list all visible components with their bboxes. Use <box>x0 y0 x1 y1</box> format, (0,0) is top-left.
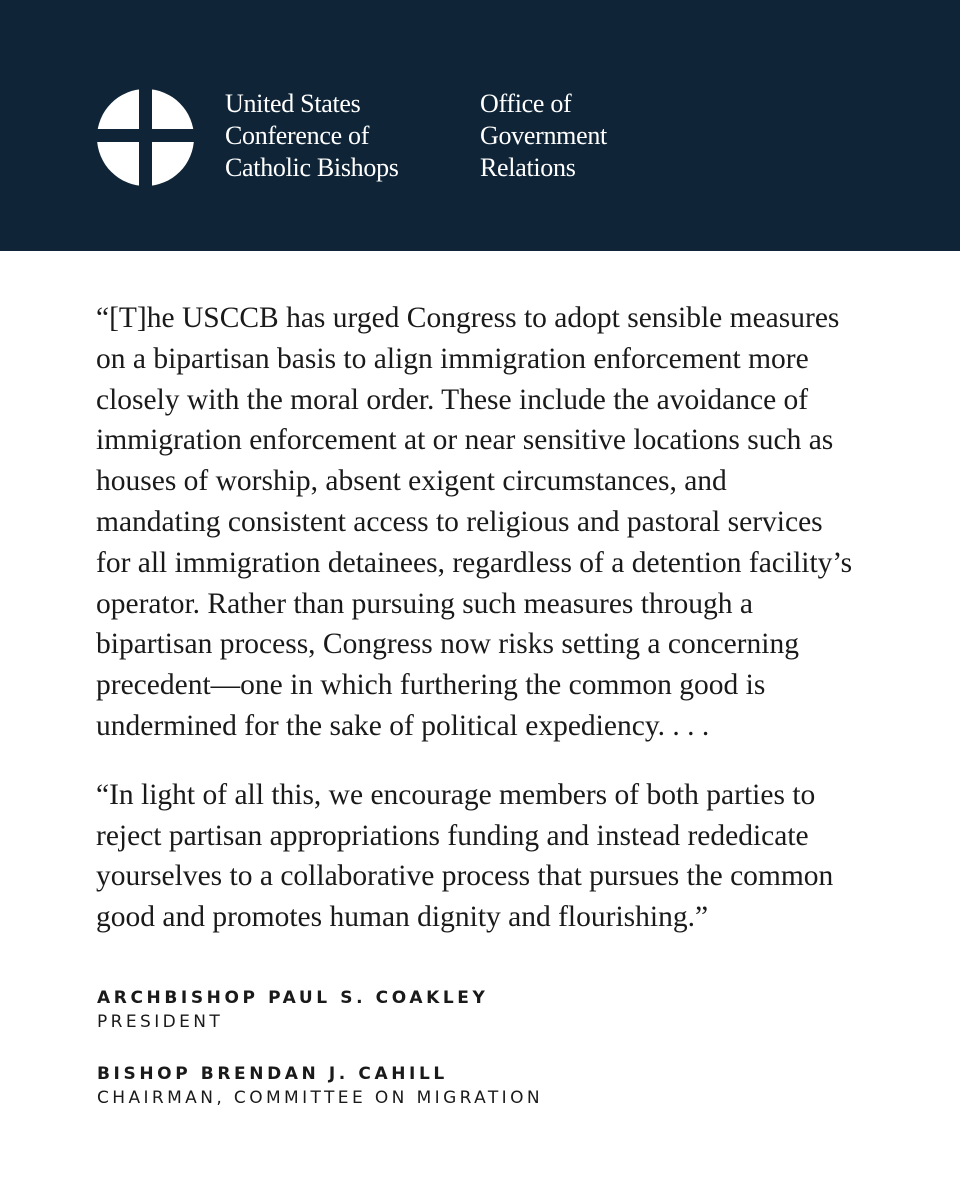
org-name-line: Catholic Bishops <box>225 153 399 182</box>
header-banner <box>0 0 960 251</box>
quote-paragraph-2 <box>96 775 886 938</box>
quote-line: for all immigration detainees, regardless of a detention facility’s <box>96 546 853 579</box>
quote-line: “[T]he USCCB has urged Congress to adopt sensible measures <box>96 302 840 334</box>
quote-line: good and promotes human dignity and flourishing.” <box>96 901 709 934</box>
quote-line: houses of worship, absent exigent circumstances, and <box>96 465 727 498</box>
quote-paragraph-1 <box>96 298 886 747</box>
office-name <box>480 88 607 184</box>
quote-line: mandating consistent access to religious and pastoral services <box>96 505 823 538</box>
office-name-line: Government <box>480 121 607 150</box>
signer-name: BISHOP BRENDAN J. CAHILL <box>97 1064 448 1084</box>
quote-line: operator. Rather than pursuing such measures through a <box>96 587 754 620</box>
signer-block <box>97 1062 543 1110</box>
quote-line: undermined for the sake of political expediency. . . . <box>96 709 710 742</box>
statement-quote <box>96 298 886 938</box>
quote-line: reject partisan appropriations funding and instead rededicate <box>96 819 809 852</box>
quote-line: immigration enforcement at or near sensitive locations such as <box>96 424 834 457</box>
quote-line: yourselves to a collaborative process that pursues the common <box>96 860 834 893</box>
quote-line: bipartisan process, Congress now risks setting a concerning <box>96 628 799 661</box>
quote-line: “In light of all this, we encourage members of both parties to <box>96 778 816 811</box>
signer-title: PRESIDENT <box>97 1012 224 1032</box>
office-name-line: Office of <box>480 89 572 118</box>
quote-line: closely with the moral order. These include the avoidance of <box>96 383 809 416</box>
organization-name <box>225 88 399 184</box>
signer-title: CHAIRMAN, COMMITTEE ON MIGRATION <box>97 1088 543 1108</box>
signers-list <box>97 986 543 1138</box>
org-name-line: Conference of <box>225 121 370 150</box>
signer-block <box>97 986 543 1034</box>
office-name-line: Relations <box>480 153 576 182</box>
quote-line: precedent—one in which furthering the common good is <box>96 669 766 702</box>
org-name-line: United States <box>225 89 361 118</box>
signer-name: ARCHBISHOP PAUL S. COAKLEY <box>97 988 489 1008</box>
quote-line: on a bipartisan basis to align immigration enforcement more <box>96 342 809 375</box>
cross-in-circle-icon <box>97 89 194 186</box>
